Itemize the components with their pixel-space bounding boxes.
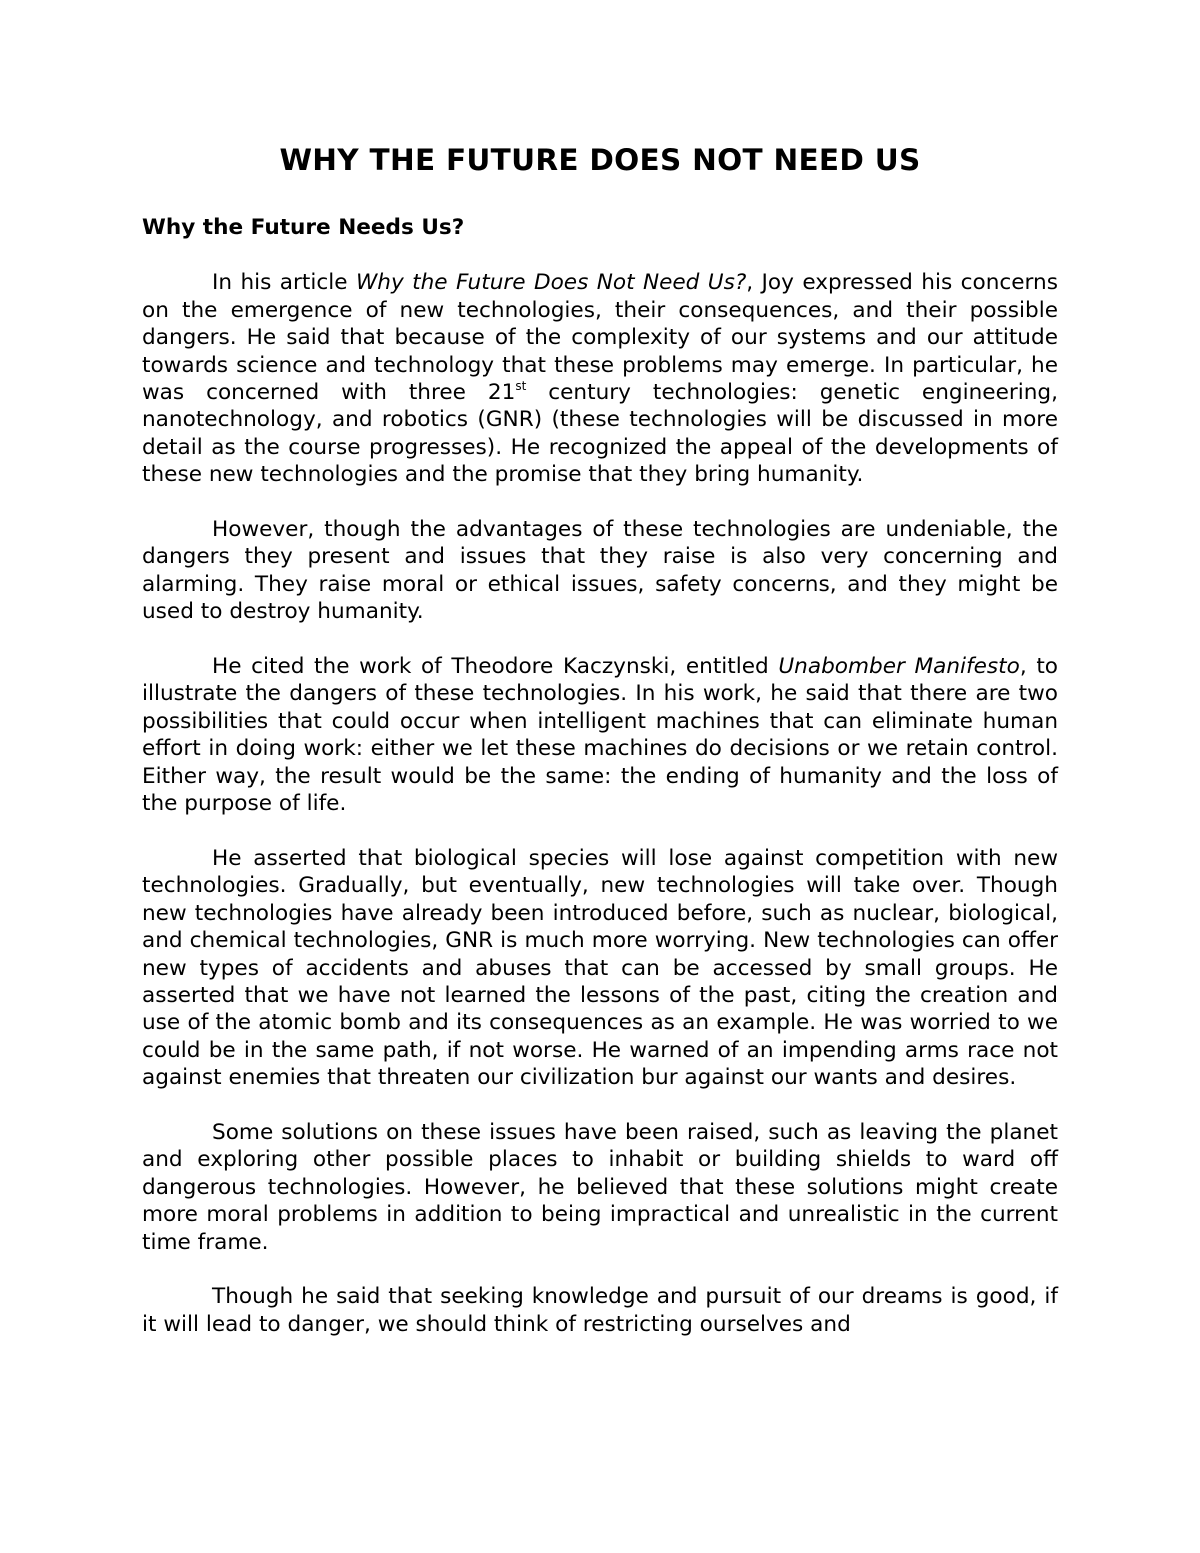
paragraph-1 bbox=[142, 269, 1058, 488]
paragraph-1-text-c: century technologies: genetic engineering, nanotechnology, and robotics (GNR) (these technologies will be discussed in more detail as the course progresses). He recognized the appeal of the developments of these new technologies and the promise that they bring humanity. bbox=[142, 380, 1059, 488]
paragraph-3-text-a: He cited the work of Theodore Kaczynski, entitled bbox=[212, 654, 779, 680]
paragraph-1-text-b: , Joy expressed his concerns on the emergence of new technologies, their consequences, and their possible dangers. He said that because of the complexity of our systems and our attitude towards science and technology that these problems may emerge. In particular, he was concerned with three 21 bbox=[142, 270, 1058, 406]
document-page bbox=[142, 138, 1058, 1366]
manifesto-title-italic: Unabomber Manifesto bbox=[778, 654, 1020, 680]
section-heading: Why the Future Needs Us? bbox=[142, 215, 465, 240]
paragraph-3-text-b: , to illustrate the dangers of these technologies. In his work, he said that there are two possibilities that could occur when intelligent machines that can eliminate human effort in doing work: either we let these machines do decisions or we retain control. Either way, the result would be the same: the ending of humanity and the loss of the purpose of life. bbox=[142, 654, 1059, 817]
paragraph-1-text-a: In his article bbox=[212, 270, 356, 296]
document-title: WHY THE FUTURE DOES NOT NEED US bbox=[279, 143, 921, 177]
paragraph-4: He asserted that biological species will lose against competition with new technologies. Gradually, but eventually, new technologies will take over. Though new technologies have already been introduced before, such as nuclear, biological, and chemical technologies, GNR is much more worrying. New technologies can offer new types of accidents and abuses that can be accessed by small groups. He asserted that we have not learned the lessons of the past, citing the creation and use of the atomic bomb and its consequences as an example. He was worried to we could be in the same path, if not worse. He warned of an impending arms race not against enemies that threaten our civilization bur against our wants and desires. bbox=[142, 845, 1058, 1091]
ordinal-superscript: st bbox=[515, 379, 527, 394]
paragraph-3 bbox=[142, 653, 1058, 817]
paragraph-5: Some solutions on these issues have been raised, such as leaving the planet and exploring other possible places to inhabit or building shields to ward off dangerous technologies. However, he believed that these solutions might create more moral problems in addition to being impractical and unrealistic in the current time frame. bbox=[142, 1119, 1058, 1255]
paragraph-6: Though he said that seeking knowledge and pursuit of our dreams is good, if it will lead to danger, we should think of restricting ourselves and bbox=[142, 1284, 1058, 1337]
paragraph-2: However, though the advantages of these technologies are undeniable, the dangers they present and issues that they raise is also very concerning and alarming. They raise moral or ethical issues, safety concerns, and they might be used to destroy humanity. bbox=[142, 517, 1058, 625]
article-title-italic: Why the Future Does Not Need Us? bbox=[355, 270, 747, 296]
